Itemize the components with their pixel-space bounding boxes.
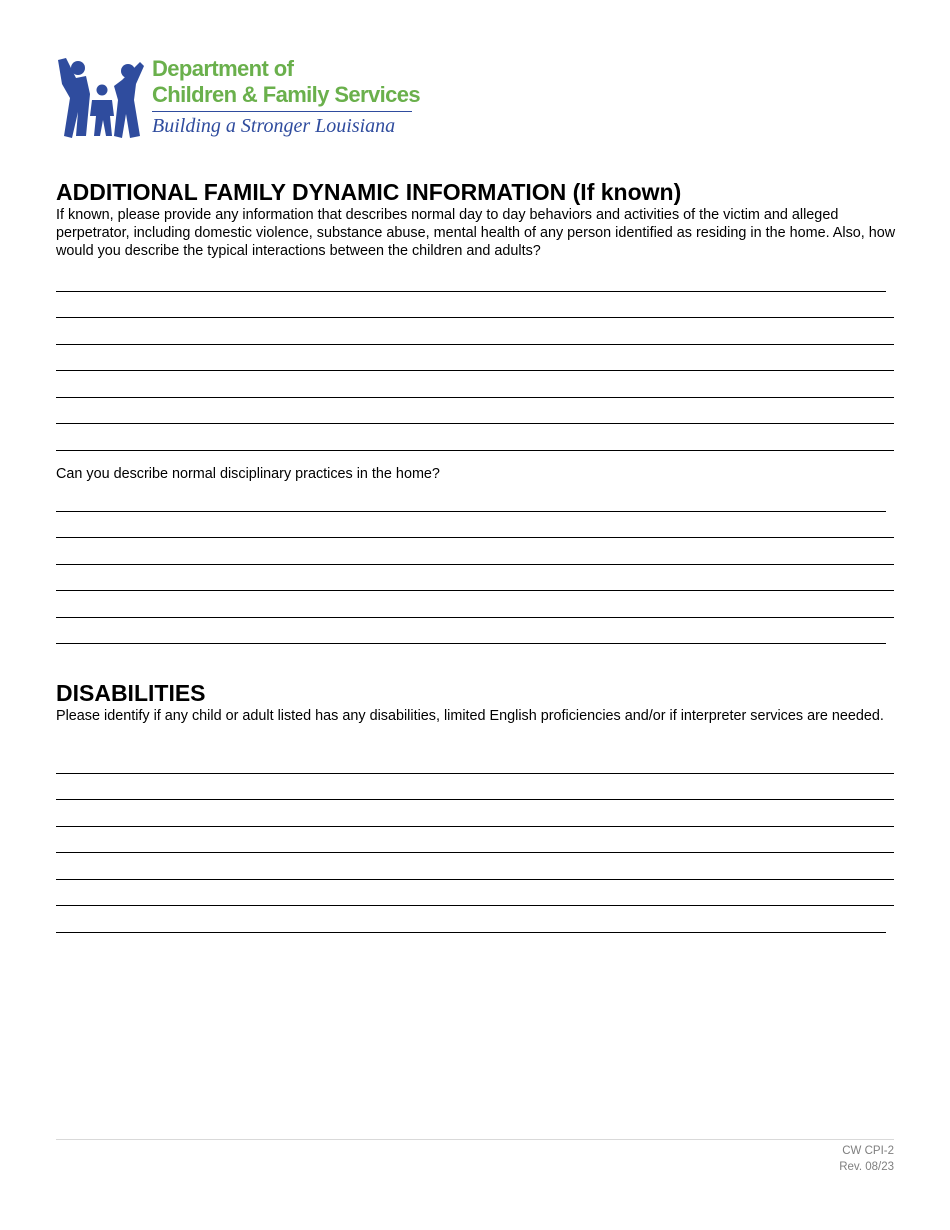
agency-brand bbox=[152, 56, 420, 137]
family-dynamics-title: ADDITIONAL FAMILY DYNAMIC INFORMATION (If known) bbox=[56, 179, 682, 205]
agency-tagline: Building a Stronger Louisiana bbox=[152, 115, 396, 137]
footer-divider bbox=[56, 1139, 894, 1140]
family-dynamics-section bbox=[56, 178, 896, 260]
disabilities-answer-lines bbox=[56, 747, 894, 933]
form-footer bbox=[839, 1143, 894, 1175]
disabilities-title: DISABILITIES bbox=[56, 680, 206, 706]
answer-line[interactable] bbox=[56, 318, 894, 345]
answer-line[interactable] bbox=[56, 880, 894, 907]
answer-line[interactable] bbox=[56, 398, 894, 425]
answer-line[interactable] bbox=[56, 618, 886, 645]
answer-line[interactable] bbox=[56, 747, 894, 774]
answer-line[interactable] bbox=[56, 512, 894, 539]
answer-line[interactable] bbox=[56, 345, 894, 372]
answer-line[interactable] bbox=[56, 292, 894, 319]
agency-name-line2: Children & Family Services bbox=[152, 82, 421, 107]
answer-line[interactable] bbox=[56, 853, 894, 880]
disabilities-instructions: Please identify if any child or adult listed has any disabilities, limited English proficiencies and/or if interpreter services are needed. bbox=[56, 708, 884, 724]
answer-line[interactable] bbox=[56, 800, 894, 827]
form-revision: Rev. 08/23 bbox=[839, 1161, 894, 1173]
family-dynamics-instructions: If known, please provide any information that describes normal day to day behaviors and activities of the victim and alleged perpetrator, including domestic violence, substance abuse, mental health of any person identified as residing in the home. Also, how would you describe the typical interactions between the children and adults? bbox=[56, 207, 896, 259]
answer-line[interactable] bbox=[56, 538, 894, 565]
agency-header bbox=[56, 54, 421, 144]
answer-line[interactable] bbox=[56, 774, 894, 801]
discipline-question: Can you describe normal disciplinary practices in the home? bbox=[56, 466, 440, 482]
family-logo-icon bbox=[56, 54, 144, 140]
answer-line[interactable] bbox=[56, 906, 886, 933]
answer-line[interactable] bbox=[56, 371, 894, 398]
discipline-answer-lines bbox=[56, 485, 894, 644]
brand-divider bbox=[152, 111, 412, 112]
answer-line[interactable] bbox=[56, 265, 886, 292]
family-dynamics-answer-lines bbox=[56, 265, 894, 451]
agency-name-line1: Department of bbox=[152, 56, 294, 81]
answer-line[interactable] bbox=[56, 827, 894, 854]
answer-line[interactable] bbox=[56, 424, 894, 451]
answer-line[interactable] bbox=[56, 565, 894, 592]
answer-line[interactable] bbox=[56, 485, 886, 512]
disabilities-section bbox=[56, 679, 896, 725]
answer-line[interactable] bbox=[56, 591, 894, 618]
form-id: CW CPI-2 bbox=[842, 1145, 894, 1157]
